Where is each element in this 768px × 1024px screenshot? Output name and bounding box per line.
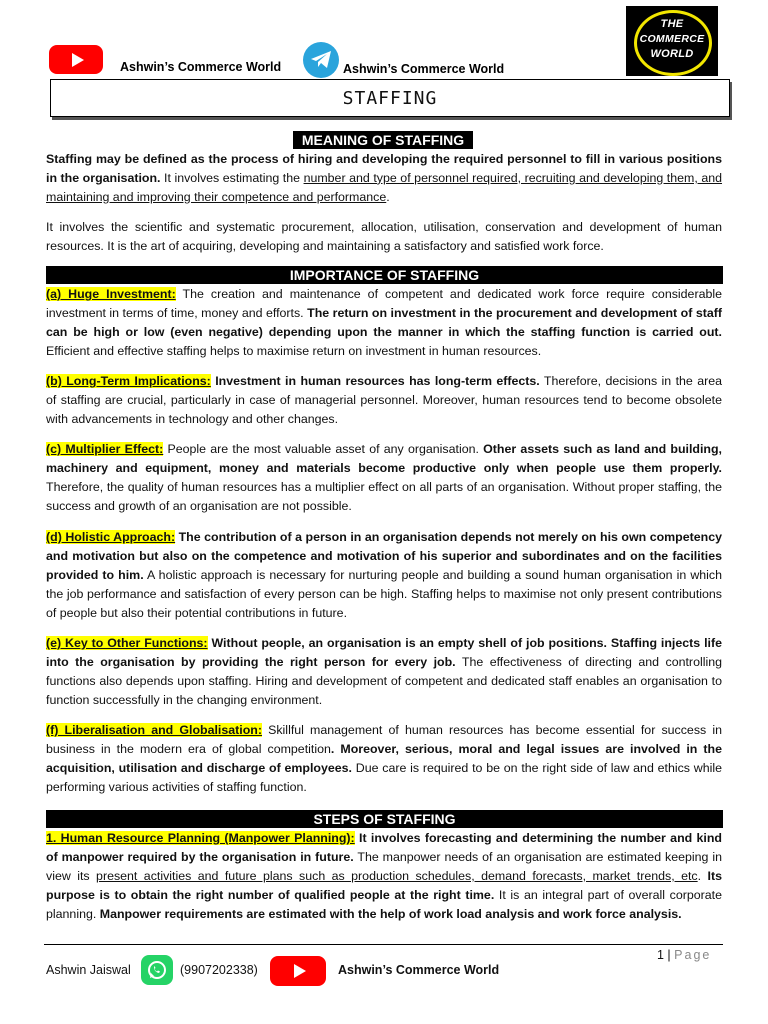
importance-f-label: (f) Liberalisation and Globalisation: (46, 723, 262, 737)
footer-phone[interactable]: (9907202338) (180, 963, 258, 977)
footer-author: Ashwin Jaiswal (46, 963, 131, 977)
youtube-brand[interactable] (49, 45, 281, 74)
importance-c-label: (c) Multiplier Effect: (46, 442, 164, 456)
importance-item-a: (a) Huge Investment: The creation and maintenance of competent and dedicated work force require considerable investment in terms of time, money and efforts. The return on investment in the procurement and development of staff can be high or low (even negative) depending upon the manner in which the staffing function is carried out. Efficient and effective staffing helps to maximise return on investment in human resources. (46, 287, 723, 358)
telegram-brand[interactable] (303, 42, 504, 78)
youtube-channel-name: Ashwin’s Commerce World (120, 60, 282, 74)
importance-a-label: (a) Huge Investment: (46, 287, 176, 301)
importance-item-b: (b) Long-Term Implications: Investment in human resources has long-term effects. Therefore, decisions in the area of staffing are crucial, particularly in case of managerial personnel. Moreover, human resources tend to become obsolete with advancements in technology and other changes. (46, 374, 722, 426)
whatsapp-icon[interactable] (141, 955, 173, 985)
logo-line-2: COMMERCE (639, 33, 705, 45)
telegram-channel-name: Ashwin’s Commerce World (343, 62, 505, 76)
importance-item-e: (e) Key to Other Functions: Without people, an organisation is an empty shell of job positions. Staffing injects life into the organisation by providing the right person for every job. The effectiveness of directing and controlling functions also depends upon staffing. Hiring and development of competent and dedicated staff enables an organisation to function successfully in the changing environment. (46, 636, 722, 707)
importance-item-f: (f) Liberalisation and Globalisation: Skillful management of human resources has become essential for success in business in the modern era of global competition. Moreover, serious, moral and legal issues are involved in the acquisition, utilisation and discharge of employees. Due care is required to be on the right side of law and ethics while performing various activities of staffing function. (46, 723, 722, 794)
page-number: 1 | Page (657, 948, 712, 962)
importance-item-d: (d) Holistic Approach: The contribution of a person in an organisation depends not merely on his own competency and motivation but also on the competence and motivation of his superior and subordinates and on the facilities provided to him. A holistic approach is necessary for nurturing people and building a sound human organisation in which the job performance and satisfaction of every person can be high. Staffing helps to maximise not only present contributions of people but also their potential contributions in future. (46, 530, 723, 620)
importance-e-label: (e) Key to Other Functions: (46, 636, 208, 650)
youtube-icon[interactable] (49, 45, 103, 74)
section-heading-importance: IMPORTANCE OF STAFFING (46, 266, 723, 284)
section-heading-steps: STEPS OF STAFFING (46, 810, 723, 828)
logo-line-3: WORLD (650, 48, 694, 60)
footer-youtube-icon[interactable] (270, 956, 326, 986)
telegram-icon[interactable] (303, 42, 339, 78)
page-title: STAFFING (342, 87, 438, 109)
importance-b-label: (b) Long-Term Implications: (46, 374, 211, 388)
logo-line-1: THE (660, 18, 684, 30)
steps-1-label: 1. Human Resource Planning (Manpower Planning): (46, 831, 355, 845)
importance-d-label: (d) Holistic Approach: (46, 530, 176, 544)
section-heading-meaning: MEANING OF STAFFING (293, 131, 473, 149)
commerce-world-logo (626, 6, 718, 76)
page-title-box (50, 79, 730, 117)
footer-channel-name: Ashwin’s Commerce World (338, 963, 500, 977)
importance-item-c: (c) Multiplier Effect: People are the most valuable asset of any organisation. Other assets such as land and building, machinery and equipment, money and materials become productive only when people use them properly. Therefore, the quality of human resources has a multiplier effect on all parts of an organisation. Without proper staffing, the success and growth of an organisation are not possible. (46, 442, 722, 513)
steps-item-1: 1. Human Resource Planning (Manpower Planning): It involves forecasting and determining the number and kind of manpower required by the organisation in future. The manpower needs of an organisation are estimated keeping in view its present activities and future plans such as production schedules, demand forecasts, market trends, etc. Its purpose is to obtain the right number of qualified people at the right time. It is an integral part of overall corporate planning. Manpower requirements are estimated with the help of work load analysis and work force analysis. (46, 831, 723, 921)
meaning-paragraph-2: It involves the scientific and systematic procurement, allocation, utilisation, conservation and development of human resources. It is the art of acquiring, developing and maintaining a satisfactory and satisfied work force. (46, 220, 722, 253)
footer-divider (44, 944, 723, 945)
meaning-paragraph-1: Staffing may be defined as the process of hiring and developing the required personnel to fill in various positions in the organisation. It involves estimating the number and type of personnel required, recruiting and developing them, and maintaining and improving their competence and performance. (46, 152, 723, 204)
